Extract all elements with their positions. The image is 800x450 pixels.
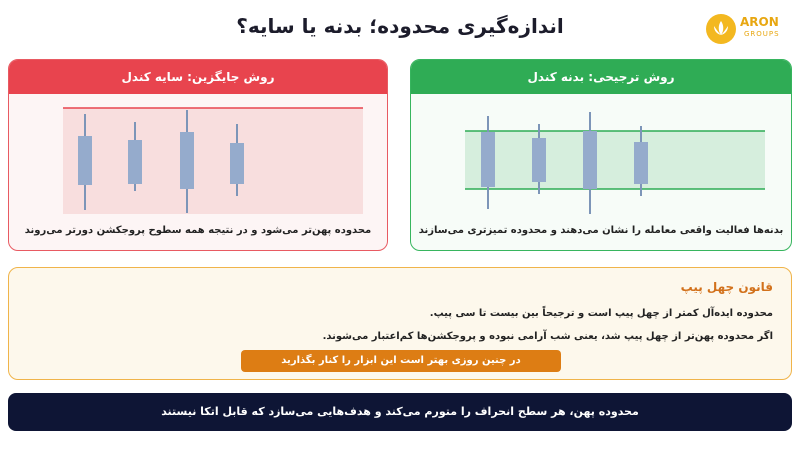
rule-line-warning: اگر محدوده پهن‌تر از چهل پیپ شد، یعنی شب آرامی نبوده و پروجکشن‌ها کم‌اعتبار می‌شوند.: [322, 331, 773, 342]
shadow-method-footer: محدوده پهن‌تر می‌شود و در نتیجه همه سطوح پروجکشن دورتر می‌روند: [24, 225, 372, 236]
range-band: [63, 108, 363, 214]
lotus-icon: [706, 14, 736, 44]
shadow-range-illustration: [9, 94, 388, 214]
shadow-method-card: [8, 59, 388, 251]
forty-pip-rule-box: [8, 267, 792, 380]
candle: [481, 116, 495, 209]
rule-title: قانون چهل پیپ: [680, 280, 773, 294]
shadow-method-header: روش جایگزین: سایه کندل: [9, 60, 387, 94]
body-method-footer: بدنه‌ها فعالیت واقعی معامله را نشان می‌دهند و محدوده تمیزتری می‌سازند: [418, 225, 784, 236]
rule-line-ideal: محدوده ایده‌آل کمتر از چهل پیپ است و ترجیحاً بین بیست تا سی پیپ.: [429, 308, 773, 319]
logo-subtitle: GROUPS: [744, 30, 780, 38]
logo-name: ARON: [740, 15, 779, 29]
brand-logo: [706, 12, 792, 48]
bottom-note: محدوده پهن، هر سطح انحراف را متورم می‌کند و هدف‌هایی می‌سازد که قابل اتکا نیستند: [8, 393, 792, 431]
candle: [583, 112, 597, 214]
rule-tip-banner: در چنین روزی بهتر است این ابزار را کنار بگذارید: [241, 350, 561, 372]
range-band: [465, 131, 765, 189]
body-method-header: روش ترجیحی: بدنه کندل: [411, 60, 791, 94]
body-range-illustration: [411, 94, 792, 224]
page-title: اندازه‌گیری محدوده؛ بدنه یا سایه؟: [236, 14, 564, 38]
body-method-card: [410, 59, 792, 251]
